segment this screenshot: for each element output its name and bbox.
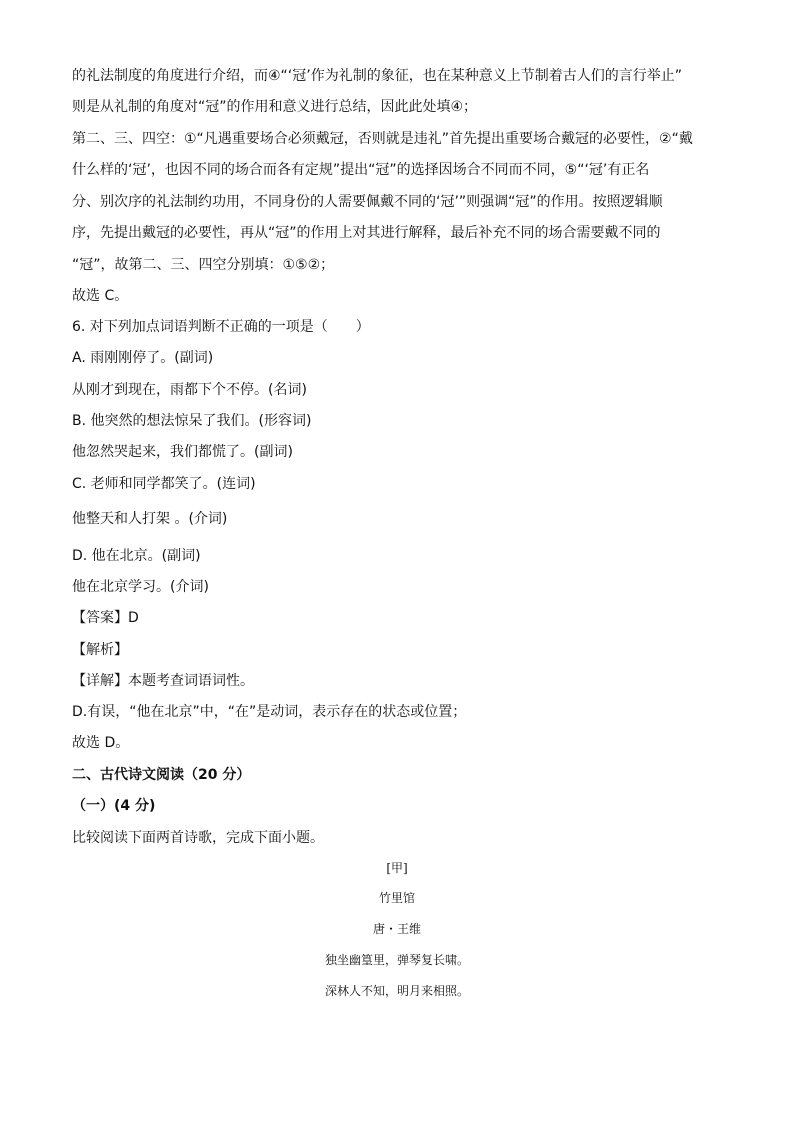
answer-label: 【答案】D: [72, 610, 139, 626]
poem-title: 竹里馆: [378, 891, 415, 905]
text-line: 序，先提出戴冠的必要性，再从“冠”的作用上对其进行解释，最后补充不同的场合需要戴不同的: [72, 225, 661, 241]
text-line: 故选 C。: [72, 288, 129, 304]
option-c-line1: C. 老师和同学都笑了。(连词): [72, 476, 256, 492]
text-line: 故选 D。: [72, 735, 130, 751]
section-heading: 二、古代诗文阅读（20 分）: [72, 767, 251, 783]
option-b-line2: 他忽然哭起来，我们都慌了。(副词): [72, 444, 293, 460]
text-line: 则是从礼制的角度对“冠”的作用和意义进行总结，因此此处填④；: [72, 99, 478, 115]
option-c-line2: 他整天和人打架 。(介词): [72, 511, 228, 527]
instruction-line: 比较阅读下面两首诗歌，完成下面小题。: [72, 830, 324, 846]
option-d-line1: D. 他在北京。(副词): [72, 548, 201, 564]
option-b-line1: B. 他突然的想法惊呆了我们。(形容词): [72, 413, 312, 429]
text-line: 的礼法制度的角度进行介绍，而④“‘冠’作为礼制的象征，也在某种意义上节制着古人们的言行举止”: [72, 68, 682, 84]
question-stem: 6. 对下列加点词语判断不正确的一项是（ ）: [72, 319, 370, 335]
text-line: “冠”，故第二、三、四空分别填：①⑤②；: [72, 257, 335, 273]
detail-explanation: 【详解】本题考查词语词性。: [72, 673, 254, 689]
subsection-heading: （一）(4 分): [72, 798, 156, 814]
analysis-label: 【解析】: [72, 642, 128, 658]
poem-verse: 深林人不知，明月来相照。: [324, 984, 469, 998]
option-d-line2: 他在北京学习。(介词): [72, 579, 209, 595]
text-line: 分、别次序的礼法制约功用，不同身份的人需要佩戴不同的‘冠’”则强调“冠”的作用。按照逻辑顺: [72, 194, 663, 210]
option-a-line2: 从刚才到现在，雨都下个不停。(名词): [72, 382, 307, 398]
poem-verse: 独坐幽篁里，弹琴复长啸。: [324, 953, 469, 967]
poem-author: 唐・王维: [372, 922, 421, 936]
text-line: 什么样的‘冠’，也因不同的场合而各有定规”提出“冠”的选择因场合不同而不同，⑤“‘冠’有正名: [72, 162, 650, 178]
option-a-line1: A. 雨刚刚停了。(副词): [72, 350, 214, 366]
poem-label: [甲]: [386, 861, 408, 875]
text-line: 第二、三、四空：①“凡遇重要场合必须戴冠，否则就是违礼”首先提出重要场合戴冠的必要性，②“戴: [72, 131, 693, 147]
text-line: D.有误，“他在北京”中，“在”是动词，表示存在的状态或位置；: [72, 704, 467, 720]
